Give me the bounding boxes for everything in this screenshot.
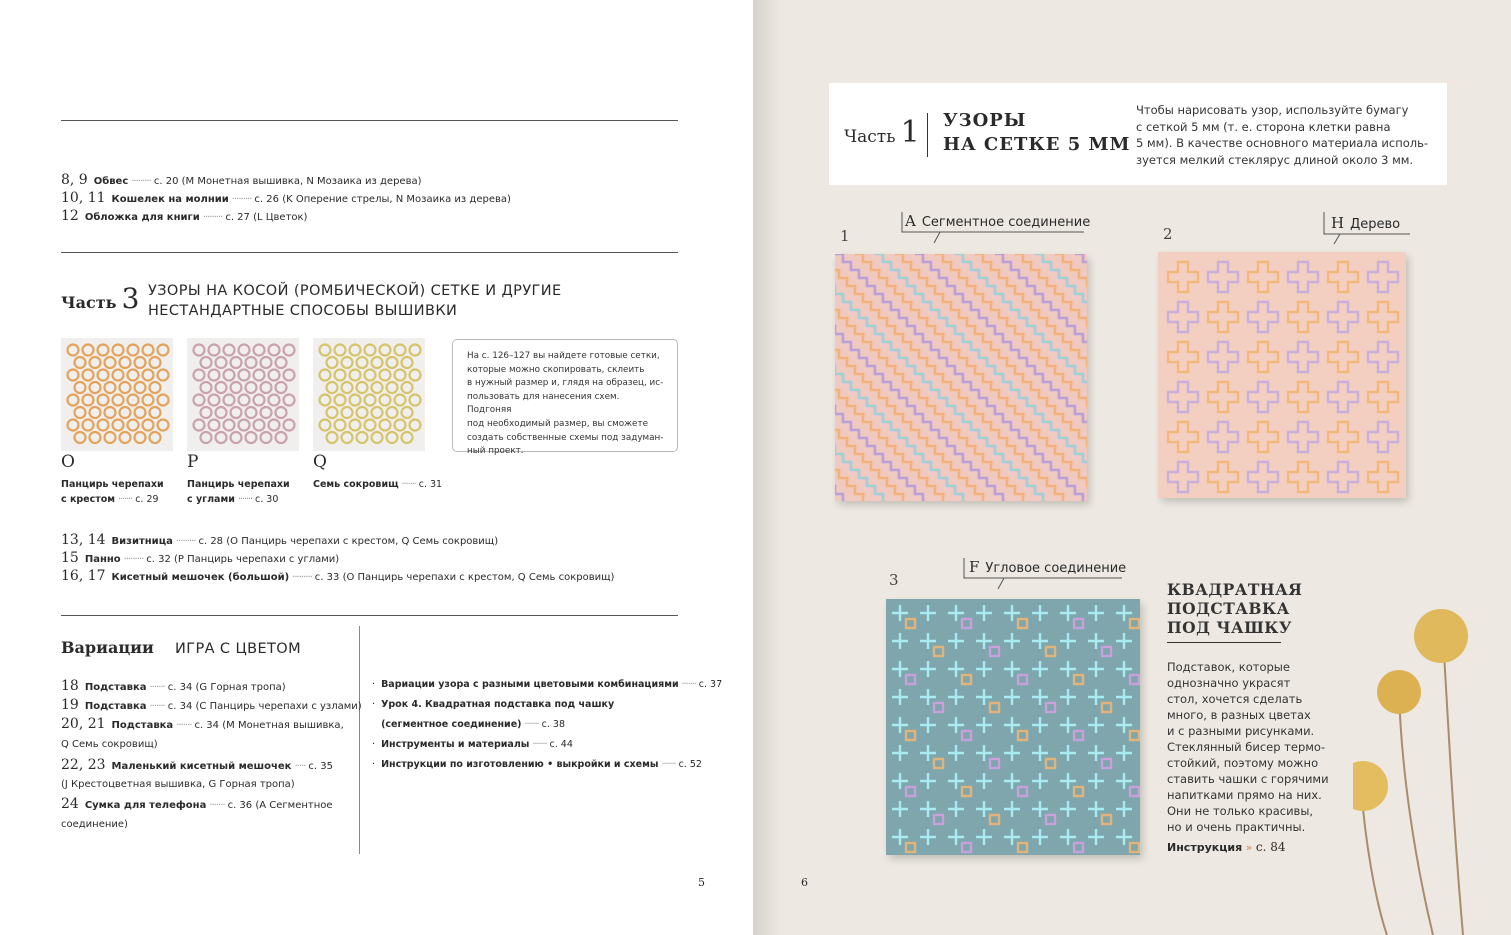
list-item: · Инструменты и материалы ······· с. 44 — [372, 739, 573, 750]
divider — [61, 252, 678, 253]
part1-label: Часть 1 — [844, 115, 920, 150]
grid-note: На с. 126–127 вы найдете готовые сетки, которые можно скопировать, склеить в нужный размер и, глядя на образец, ис- пользовать для нанесения схем. Подгоняя под необходимый размер, вы сможете создать собственные схемы под задуман- ный проект. — [452, 339, 678, 452]
pattern-thumbnail-o — [61, 338, 173, 451]
page-number: 5 — [698, 876, 705, 889]
pattern-thumbnail-p — [187, 338, 299, 451]
left-page — [0, 0, 753, 935]
list-item: · Инструкции по изготовлению • выкройки и схемы ······· с. 52 — [372, 759, 702, 770]
coaster-3-image — [886, 599, 1140, 855]
list-item: 12 Обложка для книги ········· с. 27 (L Цветок) — [61, 208, 308, 224]
part3-title: УЗОРЫ НА КОСОЙ (РОМБИЧЕСКОЙ) СЕТКЕ И ДРУГИЕ НЕСТАНДАРТНЫЕ СПОСОБЫ ВЫШИВКИ — [148, 283, 562, 319]
list-item: 8, 9 Обвес ········· с. 20 (M Монетная вышивка, N Мозаика из дерева) — [61, 172, 422, 188]
pattern-letter: O — [61, 452, 75, 472]
coaster-label: H Дерево — [1331, 214, 1401, 232]
page-number: 6 — [801, 876, 808, 889]
list-item: · Урок 4. Квадратная подставка под чашку — [372, 699, 615, 710]
list-item-continuation: (J Крестоцветная вышивка, G Горная тропа) — [61, 779, 295, 790]
list-item: 15 Панно ········· с. 32 (P Панцирь черепахи с углами) — [61, 550, 340, 566]
list-item-continuation: (сегментное соединение) ······· с. 38 — [381, 719, 566, 730]
label-line — [900, 210, 1090, 246]
pattern-caption: Панцирь черепахи с углами ······· с. 30 — [187, 479, 290, 505]
pattern-thumbnail-q — [313, 338, 425, 451]
part1-header — [829, 83, 1447, 185]
part1-description: Чтобы нарисовать узор, используйте бумагу с сеткой 5 мм (т. е. сторона клетки равна 5 мм). В качестве основного материала исполь- зуется мелкий стеклярус длиной около 3 мм. — [1136, 103, 1429, 167]
pattern-letter: Q — [313, 452, 327, 472]
list-item-continuation: соединение) — [61, 819, 128, 830]
list-item: 24 Сумка для телефона ······· с. 36 (A Сегментное — [61, 796, 333, 812]
coaster-label: F Угловое соединение — [969, 558, 1127, 576]
coaster-1-image — [835, 254, 1087, 501]
label-line — [962, 556, 1127, 592]
divider — [61, 120, 678, 121]
list-item: 13, 14 Визитница ········· с. 28 (O Панцирь черепахи с крестом, Q Семь сокровищ) — [61, 532, 499, 548]
list-item: · Вариации узора с разными цветовыми комбинациями ······· с. 37 — [372, 679, 723, 690]
pattern-caption: Панцирь черепахи с крестом ······· с. 29 — [61, 479, 164, 505]
part3-heading: Часть 3 — [61, 282, 140, 315]
header-divider — [927, 113, 928, 157]
divider — [61, 615, 678, 616]
article-title-underline — [1167, 642, 1281, 643]
coaster-number: 3 — [889, 571, 899, 589]
list-item: 20, 21 Подставка ······· с. 34 (M Монетная вышивка, — [61, 716, 344, 732]
list-item: 18 Подставка ······· с. 34 (G Горная тропа) — [61, 678, 286, 694]
coaster-number: 2 — [1163, 225, 1173, 243]
list-item: 19 Подставка ······· с. 34 (C Панцирь черепахи с узлами) — [61, 697, 362, 713]
pattern-letter: P — [187, 452, 199, 472]
instruction-link[interactable]: Инструкция » с. 84 — [1167, 840, 1286, 854]
dried-flowers — [1353, 600, 1511, 935]
coaster-label: A Сегментное соединение — [905, 212, 1091, 230]
coaster-2-image — [1158, 252, 1406, 498]
label-line — [1300, 210, 1415, 246]
pattern-caption: Семь сокровищ ······· с. 31 — [313, 479, 443, 490]
list-item-continuation: Q Семь сокровищ) — [61, 739, 158, 750]
coaster-number: 1 — [840, 227, 850, 245]
list-item: 16, 17 Кисетный мешочек (большой) ········· с. 33 (O Панцирь черепахи с крестом, Q Семь сокровищ) — [61, 568, 615, 584]
article-title: КВАДРАТНАЯ ПОДСТАВКА ПОД ЧАШКУ — [1167, 580, 1303, 637]
column-divider — [359, 626, 360, 854]
article-body: Подставок, которые однозначно украсят стол, хочется сделать много, в разных цветах и с разными рисунками. Стеклянный бисер термо- стойкий, поэтому можно ставить чашки с горячими напитками прямо на них. Они не только красивы, но и очень практичны. — [1167, 660, 1329, 834]
list-item: 10, 11 Кошелек на молнии ········· с. 26 (K Оперение стрелы, N Мозаика из дерева) — [61, 190, 511, 206]
page-gutter-shadow — [753, 0, 781, 935]
part1-title: УЗОРЫ НА СЕТКЕ 5 ММ — [943, 110, 1131, 155]
variations-heading: Вариации ИГРА С ЦВЕТОМ — [61, 638, 302, 657]
list-item: 22, 23 Маленький кисетный мешочек ····· с. 35 — [61, 757, 333, 773]
